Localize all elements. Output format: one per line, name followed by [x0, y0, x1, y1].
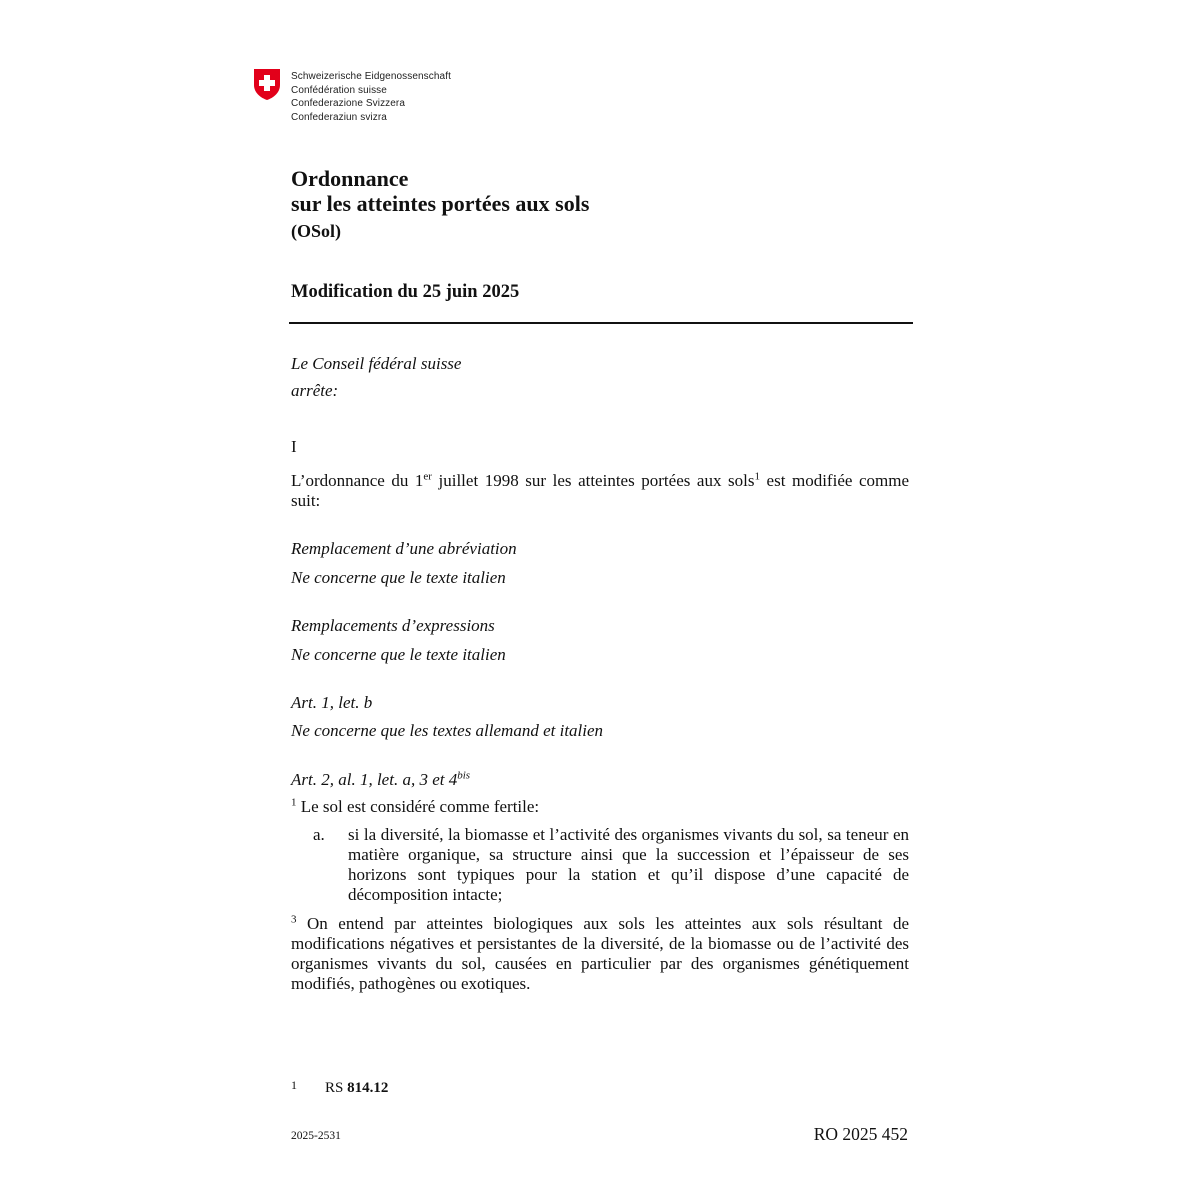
amendment-note: Ne concerne que les textes allemand et italien — [291, 721, 604, 740]
confederation-name-de: Schweizerische Eidgenossenschaft — [291, 71, 451, 82]
section-number: I — [291, 437, 297, 456]
item-a-label: a. — [313, 825, 325, 844]
amendment-heading: Remplacement d’une abréviation — [291, 539, 517, 558]
official-compilation-reference: RO 2025 452 — [813, 1124, 908, 1144]
article2-heading — [291, 770, 470, 790]
amendment-note: Ne concerne que le texte italien — [291, 645, 506, 664]
swiss-coat-of-arms-logo — [253, 68, 281, 106]
intro-text-2: juillet 1998 sur les atteintes portées aux sols — [431, 471, 755, 490]
title-divider — [289, 322, 913, 324]
paragraph-number: 3 — [291, 913, 297, 926]
amendment-note: Ne concerne que le texte italien — [291, 568, 506, 587]
item-a-text: si la diversité, la biomasse et l’activité des organismes vivants du sol, sa teneur en matière organique, sa structure ainsi que la succession et l’épaisseur de ses horizons sont typiques pour la station et qu’il dispose d’une capacité de décomposition intacte; — [348, 825, 909, 904]
footnote-reference-number: 814.12 — [347, 1080, 389, 1096]
intro-paragraph — [291, 471, 909, 511]
title-line-1: Ordonnance — [291, 166, 409, 191]
title-line-2: sur les atteintes portées aux sols — [291, 191, 590, 216]
footnote-prefix: RS — [325, 1080, 348, 1096]
footnote-number: 1 — [291, 1078, 297, 1092]
confederation-name-it: Confederazione Svizzera — [291, 98, 406, 109]
confederation-name-fr: Confédération suisse — [291, 85, 387, 96]
article2-heading-sup: bis — [457, 769, 471, 782]
article2-paragraph-3 — [291, 914, 909, 994]
amendment-heading: Remplacements d’expressions — [291, 616, 495, 635]
document-number: 2025-2531 — [291, 1130, 341, 1142]
modification-date: Modification du 25 juin 2025 — [291, 282, 520, 302]
title-abbreviation: (OSol) — [291, 221, 342, 241]
preamble-decrees: arrête: — [291, 381, 339, 400]
intro-text-3: est modifiée comme suit: — [291, 471, 910, 510]
swiss-shield-icon — [253, 68, 281, 101]
footnote-text — [325, 1080, 388, 1097]
paragraph-text: On entend par atteintes biologiques aux sols les atteintes aux sols résultant de modifications négatives et persistantes de la diversité, de la biomasse ou de l’activité des organismes vivants du sol, causées en particulier par des organismes génétiquement modifiés, pathogènes ou exotiques. — [291, 914, 909, 993]
intro-text-1: L’ordonnance du 1 — [291, 471, 424, 490]
intro-superscript: er — [423, 470, 432, 483]
paragraph-number: 1 — [291, 796, 297, 809]
ordinance-title — [291, 166, 589, 242]
preamble-authority: Le Conseil fédéral suisse — [291, 354, 462, 373]
confederation-name-rm: Confederaziun svizra — [291, 112, 387, 123]
footnote-reference[interactable]: 1 — [754, 470, 760, 483]
article2-paragraph-1 — [291, 797, 539, 817]
paragraph-text: Le sol est considéré comme fertile: — [296, 797, 540, 816]
article2-heading-text: Art. 2, al. 1, let. a, 3 et 4 — [291, 770, 458, 789]
amendment-heading: Art. 1, let. b — [291, 693, 373, 712]
